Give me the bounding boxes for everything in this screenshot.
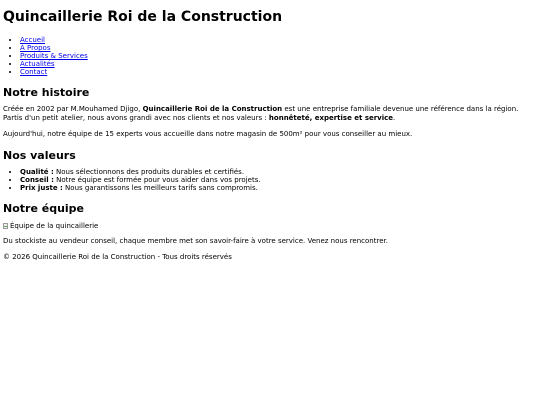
page [0,9,540,262]
nav-link-a-propos[interactable]: À Propos [20,44,51,52]
values-heading: Nos valeurs [3,149,76,162]
team-section [3,202,537,246]
nav-link-contact[interactable]: Contact [20,68,48,76]
team-heading: Notre équipe [3,202,85,215]
team-paragraph: Du stockiste au vendeur conseil, chaque membre met son savoir-faire à votre service. Venez nous rencontrer. [3,237,388,245]
value-label: Qualité : [20,168,54,176]
history-heading: Notre histoire [3,86,90,99]
history-text-2: est une entreprise familiale devenue une référence dans la région. Partis d'un petit atelier, nous avons grandi avec nos clients et nos valeurs : [3,105,519,122]
value-text: Nous garantissons les meilleurs tarifs sans compromis. [62,184,258,192]
value-label: Prix juste : [20,184,63,192]
nav-link-actualites[interactable]: Actualités [20,60,55,68]
value-item-conseil [20,176,537,184]
nav-item-contact [20,68,537,76]
broken-image-icon [3,223,8,229]
value-text: Nous sélectionnons des produits durables et certifiés. [53,168,245,176]
values-section [3,149,537,192]
site-header [3,9,537,76]
values-bold: honnêteté, expertise et service [268,114,394,122]
nav-list [3,36,537,76]
value-text: Notre équipe est formée pour vous aider dans vos projets. [53,176,261,184]
nav-item-produits-services [20,52,537,60]
history-section [3,86,537,139]
team-image-alt-text: Équipe de la quincaillerie [10,221,99,230]
value-item-qualite [20,168,537,176]
nav-item-accueil [20,36,537,44]
value-label: Conseil : [20,176,54,184]
history-paragraph-1 [3,105,537,123]
history-text-1: Créée en 2002 par M.Mouhamed Djigo, [3,105,143,113]
team-image [3,221,537,230]
values-list [3,168,537,192]
history-text-3: . [393,114,396,122]
value-item-prix-juste [20,184,537,192]
site-footer [3,253,537,262]
company-name-bold: Quincaillerie Roi de la Construction [142,105,283,113]
history-paragraph-2: Aujourd'hui, notre équipe de 15 experts vous accueille dans notre magasin de 500m² pour vous conseiller au mieux. [3,130,413,138]
footer-text: © 2026 Quincaillerie Roi de la Construction - Tous droits réservés [3,253,232,261]
main-nav [3,36,537,76]
nav-link-produits-services[interactable]: Produits & Services [20,52,88,60]
nav-item-a-propos [20,44,537,52]
site-title: Quincaillerie Roi de la Construction [3,9,283,25]
nav-item-actualites [20,60,537,68]
nav-link-accueil[interactable]: Accueil [20,36,45,44]
